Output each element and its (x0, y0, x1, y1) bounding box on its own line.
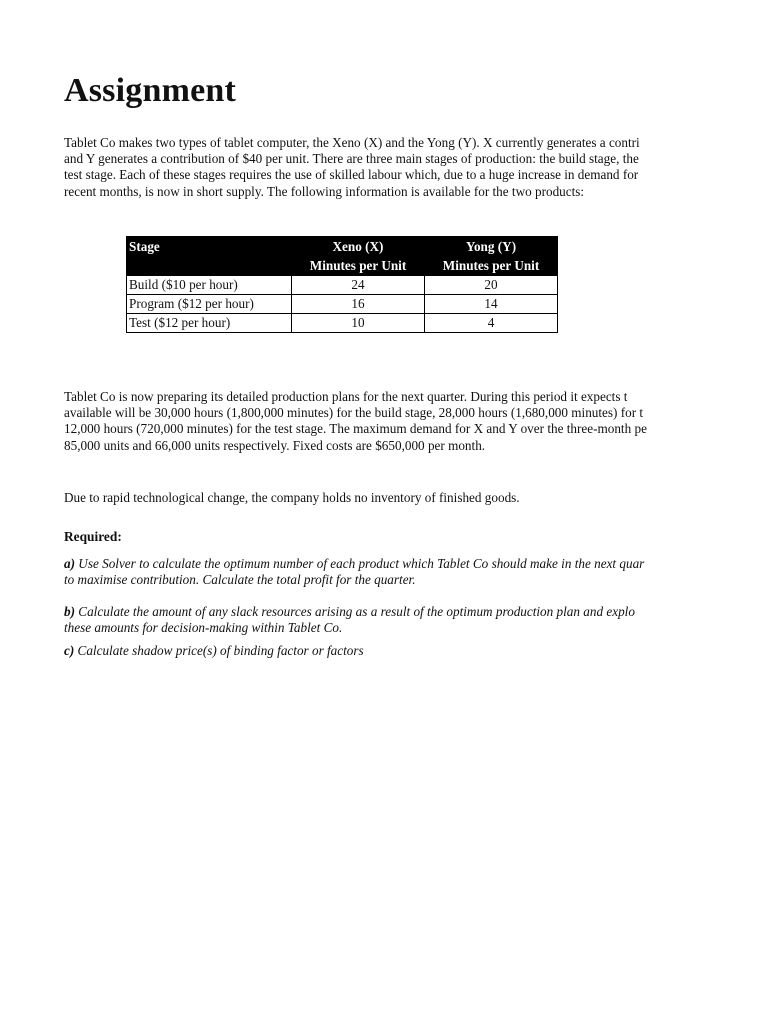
inventory-paragraph: Due to rapid technological change, the company holds no inventory of finished goods. (64, 490, 520, 505)
row-stage: Build ($10 per hour) (127, 276, 292, 295)
task-b (64, 604, 685, 636)
row-stage: Program ($12 per hour) (127, 295, 292, 314)
task-b-text: Calculate the amount of any slack resources arising as a result of the optimum production plan and explo (78, 604, 635, 619)
task-c-label: c) (64, 643, 75, 658)
required-heading: Required: (64, 529, 122, 544)
minutes-per-unit-table (126, 236, 558, 333)
task-b-text: these amounts for decision-making within Tablet Co. (64, 620, 343, 635)
task-c-text: Calculate shadow price(s) of binding factor or factors (77, 643, 364, 658)
task-a-text: Use Solver to calculate the optimum number of each product which Tablet Co should make in the next quar (78, 556, 645, 571)
plans-line: Tablet Co is now preparing its detailed production plans for the next quarter. During this period it expects t (64, 389, 628, 404)
row-xeno-minutes: 24 (292, 276, 425, 295)
row-yong-minutes: 14 (425, 295, 558, 314)
plans-line: available will be 30,000 hours (1,800,000 minutes) for the build stage, 28,000 hours (1,680,000 minutes) for t (64, 405, 644, 421)
intro-paragraph (64, 135, 685, 200)
header-stage: Stage (127, 237, 292, 276)
row-xeno-minutes: 10 (292, 314, 425, 333)
table-header-row (127, 237, 558, 276)
intro-line: and Y generates a contribution of $40 per unit. There are three main stages of production: the build stage, the (64, 151, 639, 167)
page-title: Assignment (64, 72, 237, 109)
table-row (127, 276, 558, 295)
task-a-text: to maximise contribution. Calculate the total profit for the quarter. (64, 572, 416, 587)
header-xeno: Xeno (X) Minutes per Unit (292, 237, 425, 276)
header-yong: Yong (Y) Minutes per Unit (425, 237, 558, 276)
table-row (127, 295, 558, 314)
row-xeno-minutes: 16 (292, 295, 425, 314)
intro-line: test stage. Each of these stages requires the use of skilled labour which, due to a huge increase in demand for (64, 167, 639, 183)
intro-line: Tablet Co makes two types of tablet computer, the Xeno (X) and the Yong (Y). X currently generates a contri (64, 135, 640, 150)
task-b-label: b) (64, 604, 75, 619)
row-yong-minutes: 4 (425, 314, 558, 333)
task-a (64, 556, 685, 588)
intro-line: recent months, is now in short supply. The following information is available for the two products: (64, 183, 585, 199)
row-yong-minutes: 20 (425, 276, 558, 295)
production-plans-paragraph (64, 389, 685, 454)
table-row (127, 314, 558, 333)
row-stage: Test ($12 per hour) (127, 314, 292, 333)
plans-line: 85,000 units and 66,000 units respectively. Fixed costs are $650,000 per month. (64, 437, 486, 453)
task-a-label: a) (64, 556, 75, 571)
plans-line: 12,000 hours (720,000 minutes) for the test stage. The maximum demand for X and Y over the three-month pe (64, 421, 647, 437)
task-c (64, 643, 685, 659)
